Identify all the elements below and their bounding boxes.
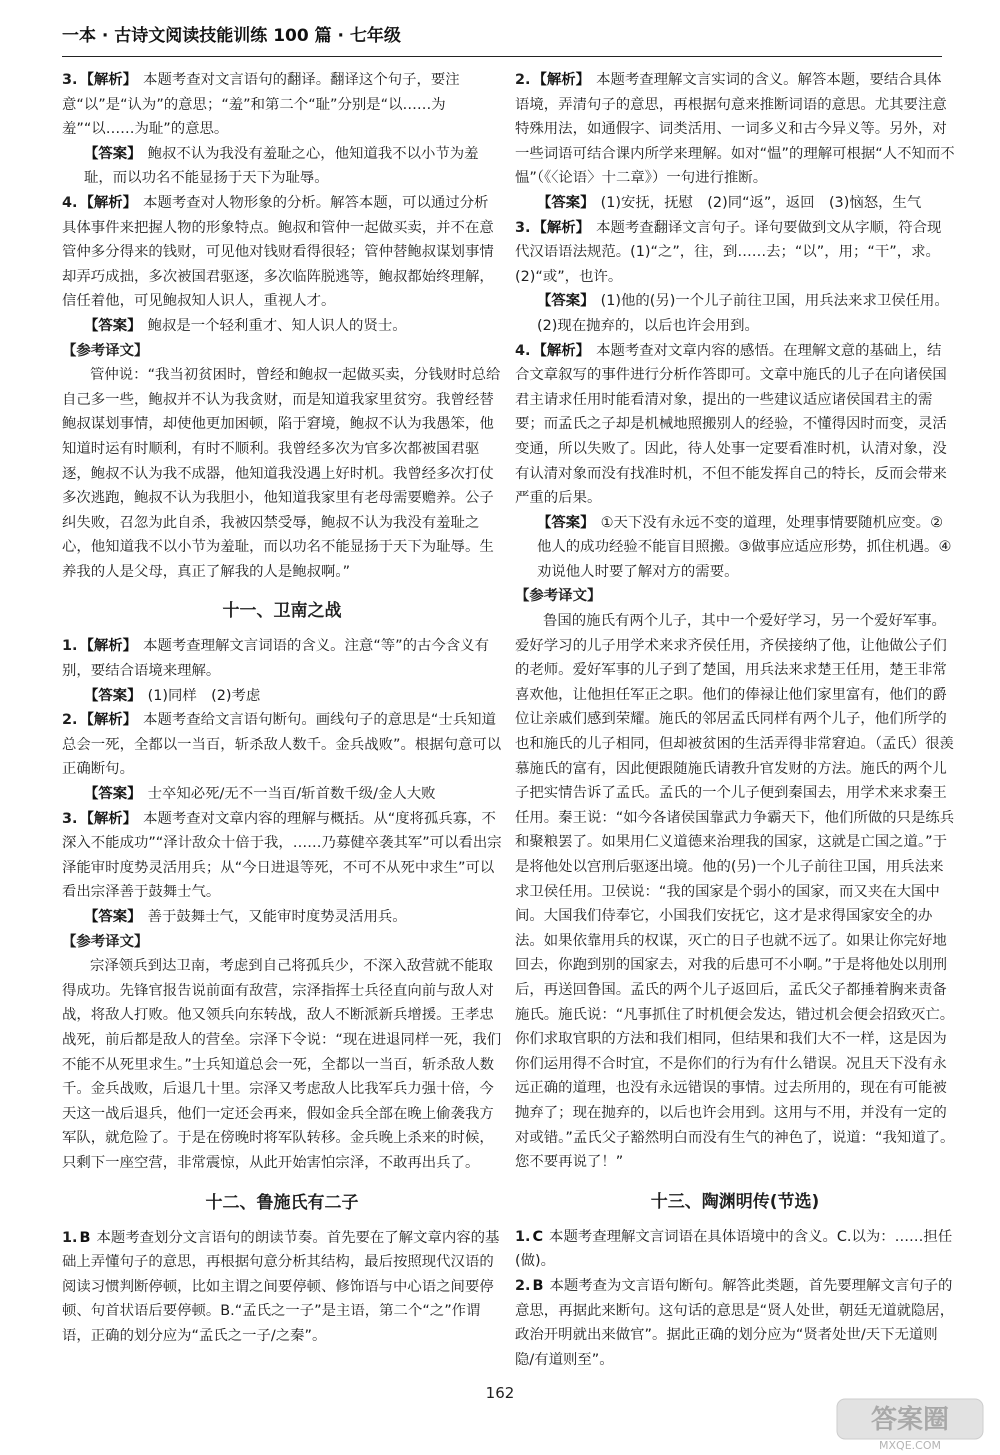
answer-label: 【答案】 (84, 145, 142, 162)
svg-text:答案圈: 答案圈 (870, 1405, 950, 1435)
answer-continuation: (2)现在抛弃的，以后也许会用到。 (537, 317, 759, 334)
answer-text: (1)同样 (2)考虑 (147, 687, 261, 704)
analysis-label: 【解析】 (79, 810, 138, 827)
analysis-label: C (532, 1228, 544, 1245)
analysis-text: 本题考查为文言语句断句。解答此类题，首先要理解文言句子的意思，再据此来断句。这句话的意思是“贤人处世，朝廷无道就隐居，政治开明就出来做官”。据此正确的划分应为“贤者处世/天下无道则隐/有道则至”。 (515, 1277, 955, 1368)
analysis-text: 本题考查对文章内容的理解与概括。从“度将孤兵寡，不深入不能成功”“泽计敌众十倍于我，……乃募健卒袭其军”可以看出宗泽能审时度势灵活用兵；从“今日进退等死，不可不从死中求生”可以看出宗泽善于鼓舞士气。 (62, 810, 502, 901)
question-number: 1. (62, 1229, 78, 1246)
answer-label: 【答案】 (84, 687, 142, 704)
translation-paragraph: 宗泽领兵到达卫南，考虑到自己将孤兵少，不深入敌营就不能取得成功。先锋官报告说前面有敌营，宗泽指挥士兵径直向前与敌人对战，将敌人打败。他又领兵向东转战，敌人不断派新兵增援。王孝忠战死，前后都是敌人的营垒。宗泽下令说：“现在进退同样一死，我们不能不从死里求生。”士兵知道总会一死，全都以一当百，斩杀敌人数千。金兵战败，后退几十里。宗泽又考虑敌人比我军兵力强十倍，今天这一战后退兵，他们一定还会再来，假如金兵全部在晚上偷袭我方军队，就危险了。于是在傍晚时将军队转移。金兵晚上杀来的时候，只剩下一座空营，非常震惊，从此开始害怕宗泽，不敢再出兵了。 (62, 958, 502, 1171)
question-number: 3. (62, 72, 78, 88)
reference-translation-heading: 【参考译文】 (62, 933, 149, 950)
answer-label: 【答案】 (84, 909, 142, 925)
answer-block (62, 905, 502, 930)
analysis-text: 本题考查理解文言词语的含义。注意“等”的古今含义有别，要结合语境来理解。 (62, 638, 489, 680)
reference-translation-heading: 【参考译文】 (515, 588, 602, 605)
page-header: 一本 · 古诗文阅读技能训练 100 篇 · 七年级 (62, 26, 401, 46)
question-analysis (62, 1226, 502, 1349)
question-analysis (515, 1225, 955, 1274)
answer-block (515, 289, 955, 314)
answer-text: ①天下没有永远不变的道理，处理事情要随机应变。②他人的成功经验不能盲目照搬。③做事应适应形势，抓住机遇。④劝说他人时要了解对方的需要。 (537, 514, 952, 580)
answer-label: 【答案】 (537, 293, 595, 310)
analysis-text: 本题考查给文言语句断句。画线句子的意思是“士兵知道总会一死，全都以一当百，斩杀敌人数千。金兵战败”。根据句意可以正确断句。 (62, 712, 502, 778)
answer-block (62, 142, 502, 191)
analysis-text: 本题考查划分文言语句的朗读节奏。首先要在了解文章内容的基础上弄懂句子的意思，再根据句意分析其结构，最后按照现代汉语的阅读习惯判断停顿，比如主谓之间要停顿、修饰语与中心语之间要停顿、句首状语后要停顿。B.“孟氏之一子”是主语，第二个“之”作谓语，正确的划分应为“孟氏之一子/之秦”。 (62, 1229, 500, 1344)
analysis-label: 【解析】 (532, 72, 591, 88)
question-number: 3. (62, 810, 78, 827)
analysis-text: 本题考查对文章内容的感悟。在理解文意的基础上，结合文章叙写的事件进行分析作答即可。文章中施氏的儿子在向诸侯国君主请求任用时能看清对象，提出的一些建议适应诸侯国君主的需要；而孟氏之子却是机械地照搬别人的经验，不懂得因时而变，灵活变通，所以失败了。因此，待人处事一定要看准时机，认清对象，没有认清对象而没有找准时机，不但不能发挥自己的特长，反而会带来严重的后果。 (515, 342, 947, 507)
answer-label: 【答案】 (84, 786, 142, 803)
translation-paragraph: 管仲说：“我当初贫困时，曾经和鲍叔一起做买卖，分钱财时总给自己多一些，鲍叔并不认为我贪财，而是知道我家里贫穷。我曾经替鲍叔谋划事情，却使他更加困顿，陷于窘境，鲍叔不认为我愚笨，他知道时运有时顺利，有时不顺利。我曾经多次为官多次都被国君驱逐，鲍叔不认为我不成器，他知道我没遇上好时机。我曾经多次打仗多次逃跑，鲍叔不认为我胆小，他知道我家里有老母需要赡养。公子纠失败，召忽为此自杀，我被囚禁受辱，鲍叔不认为我没有羞耻之心，他知道我不以小节为羞耻，而以功名不能显扬于天下为耻辱。生养我的人是父母，真正了解我的人是鲍叔啊。” (62, 367, 501, 580)
question-number: 1. (62, 638, 78, 655)
analysis-label: B (532, 1277, 544, 1294)
question-analysis (62, 68, 502, 142)
analysis-label: 【解析】 (79, 72, 138, 88)
answer-text: 士卒知必死/无不一当百/斩首数千级/金人大败 (147, 786, 436, 803)
analysis-label: 【解析】 (79, 638, 138, 655)
answer-text: (1)他的(另)一个儿子前往卫国，用兵法来求卫侯任用。 (600, 293, 949, 310)
question-number: 3. (515, 219, 531, 236)
svg-text:MXQE.COM: MXQE.COM (879, 1439, 941, 1451)
question-analysis (515, 216, 955, 290)
analysis-text: 本题考查理解文言词语在具体语境中的含义。C.以为：……担任(做)。 (515, 1228, 953, 1270)
analysis-label: 【解析】 (532, 342, 591, 359)
question-analysis (515, 339, 955, 511)
answer-block (62, 782, 502, 807)
reference-translation-heading: 【参考译文】 (62, 342, 149, 359)
question-analysis (62, 807, 502, 905)
question-analysis (62, 634, 502, 683)
watermark-logo (835, 1395, 985, 1451)
right-column (515, 68, 955, 1398)
analysis-label: 【解析】 (532, 219, 591, 236)
answer-block (515, 511, 955, 585)
analysis-text: 本题考查对人物形象的分析。解答本题，可以通过分析具体事件来把握人物的形象特点。鲍叔和管仲一起做买卖，并不在意管仲多分得来的钱财，可见他对钱财看得很轻；管仲替鲍叔谋划事情却弄巧成拙，多次被国君驱逐，多次临阵脱逃等，鲍叔都始终理解，信任着他，可见鲍叔知人识人，重视人才。 (62, 194, 494, 310)
question-number: 2. (62, 712, 78, 729)
section-title: 十二、鲁施氏有二子 (205, 1192, 359, 1213)
answer-text: (1)安抚，抚慰 (2)同“返”，返回 (3)恼怒，生气 (600, 194, 922, 211)
answer-block (62, 684, 502, 709)
question-number: 4. (515, 342, 531, 359)
question-analysis (62, 191, 502, 314)
section-title: 十三、陶渊明传(节选) (650, 1191, 820, 1212)
analysis-label: 【解析】 (79, 712, 138, 729)
analysis-label: B (79, 1229, 91, 1246)
translation-paragraph: 鲁国的施氏有两个儿子，其中一个爱好学习，另一个爱好军事。爱好学习的儿子用学术来求齐侯任用，齐侯接纳了他，让他做公子们的老师。爱好军事的儿子到了楚国，用兵法来求楚王任用，楚王非常喜欢他，让他担任军正之职。他们的俸禄让他们家里富有，他们的爵位让亲戚们感到荣耀。施氏的邻居孟氏同样有两个儿子，他们所学的也和施氏的儿子相同，但却被贫困的生活弄得非常窘迫。（孟氏）很羡慕施氏的富有，因此便跟随施氏请教升官发财的方法。施氏的两个儿子把实情告诉了孟氏。孟氏的一个儿子便到秦国去，用学术来求秦王任用。秦王说：“如今各诸侯国靠武力争霸天下，他们所做的只是练兵和聚粮罢了。如果用仁义道德来治理我的国家，这就是亡国之道。”于是将他处以宫刑后驱逐出境。他的(另)一个儿子前往卫国，用兵法来求卫侯任用。卫侯说：“我的国家是个弱小的国家，而又夹在大国中间。大国我们侍奉它，小国我们安抚它，这才是求得国家安全的办法。如果依靠用兵的权谋，灭亡的日子也就不远了。如果让你完好地回去，你跑到别的国家去，对我的后患可不小啊。”于是将他处以刖刑后，再送回鲁国。孟氏的两个儿子返回后，孟氏父子都捶着胸来责备施氏。施氏说：“凡事抓住了时机便会发达，错过机会便会招致灭亡。你们求取官职的方法和我们相同，但结果和我们大不一样，这是因为你们运用得不合时宜，不是你们的行为有什么错误。况且天下没有永远正确的道理，也没有永远错误的事情。过去所用的，现在有可能被抛弃了；现在抛弃的，以后也许会用到。这用与不用，并没有一定的对或错。”孟氏父子豁然明白而没有生气的神色了，说道：“我知道了。您不要再说了！” (515, 613, 955, 1171)
question-number: 2. (515, 72, 531, 88)
header-divider (62, 56, 942, 57)
left-column (62, 68, 502, 1398)
answer-text: 鲍叔不认为我没有羞耻之心，他知道我不以小节为羞耻，而以功名不能显扬于天下为耻辱。 (84, 145, 479, 187)
answer-text: 善于鼓舞士气，又能审时度势灵活用兵。 (147, 909, 407, 925)
analysis-text: 本题考查翻译文言句子。译句要做到文从字顺，符合现代汉语语法规范。(1)“之”，往，到……去；“以”，用；“干”，求。(2)“或”，也许。 (515, 219, 942, 285)
question-number: 1. (515, 1228, 531, 1245)
answer-label: 【答案】 (537, 194, 595, 211)
question-number: 4. (62, 194, 78, 211)
answer-text: 鲍叔是一个轻利重才、知人识人的贤士。 (147, 317, 407, 334)
question-analysis (62, 708, 502, 782)
answer-label: 【答案】 (84, 317, 142, 334)
question-analysis (515, 1274, 955, 1372)
analysis-label: 【解析】 (79, 194, 138, 211)
answer-label: 【答案】 (537, 514, 595, 531)
answer-block (515, 191, 955, 216)
section-title: 十一、卫南之战 (222, 601, 342, 622)
page-number: 162 (485, 1384, 515, 1402)
analysis-text: 本题考查理解文言实词的含义。解答本题，要结合具体语境，弄清句子的意思，再根据句意来推断词语的意思。尤其要注意特殊用法，如通假字、词类活用、一词多义和古今异义等。另外，对一些词语可结合课内所学来理解。如对“愠”的理解可根据“人不知而不愠”（《〈论语〉十二章》）一句进行推断。 (515, 72, 955, 187)
answer-block (62, 314, 502, 339)
question-analysis (515, 68, 955, 191)
analysis-text: 本题考查对文言语句的翻译。翻译这个句子，要注意“以”是“认为”的意思；“羞”和第二个“耻”分别是“以……为羞”“以……为耻”的意思。 (62, 72, 460, 138)
question-number: 2. (515, 1277, 531, 1294)
